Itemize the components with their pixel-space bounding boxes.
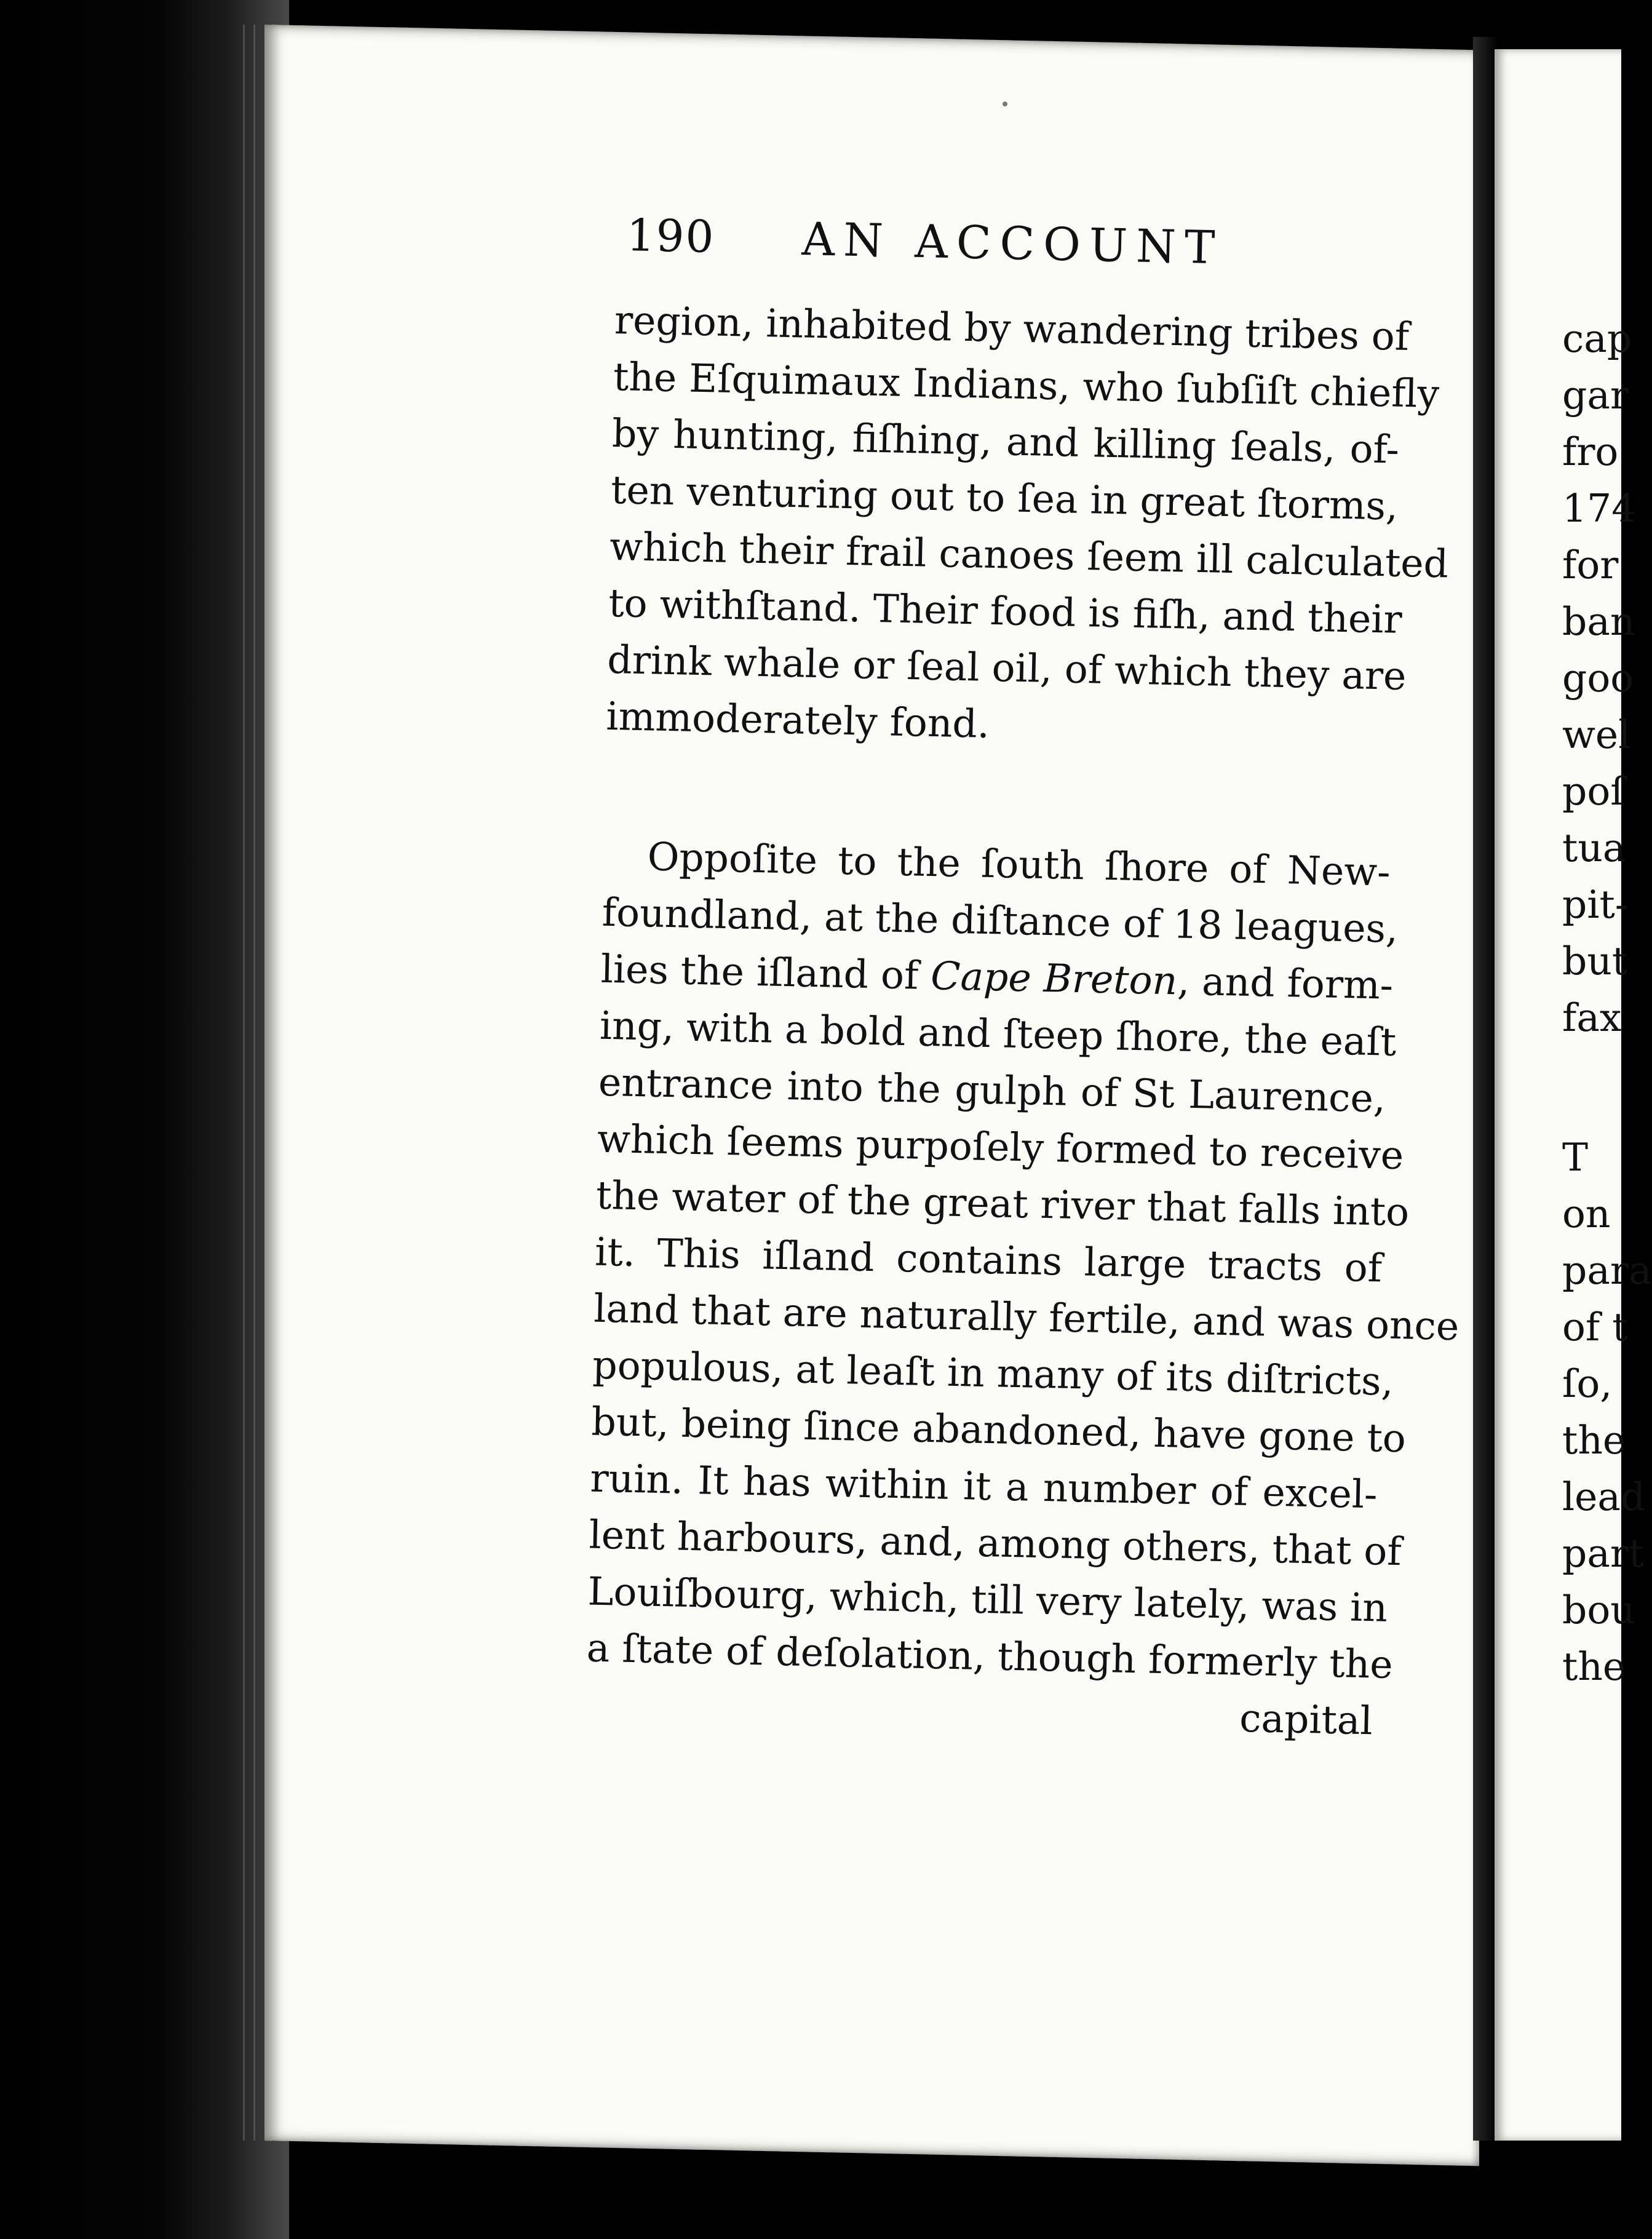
fragment: the (1562, 1644, 1626, 1689)
fragment: pit- (1562, 882, 1629, 927)
paragraph-gap (604, 745, 1393, 845)
text-line: populous, at leaſt in many of its diſtricts, (592, 1342, 1394, 1404)
text-line: lent harbours, and, among others, that of (588, 1512, 1402, 1575)
text-line: drink whale or ſeal oil, of which they are (606, 637, 1407, 699)
page-number: 190 (626, 209, 716, 263)
text-line: the Eſquimaux Indians, who ſubſiſt chiefly (613, 354, 1440, 417)
fragment: wel (1562, 712, 1631, 757)
fragment: T (1562, 1135, 1589, 1180)
page-fold-shadow (1473, 37, 1498, 2141)
text-line: immoderately fond. (605, 693, 990, 747)
body-text (585, 292, 1459, 1749)
fragment: poſ (1562, 769, 1625, 814)
text-line: entrance into the gulph of St Laurence, (598, 1059, 1386, 1121)
paragraph (586, 828, 1459, 1693)
fragment: on (1562, 1191, 1611, 1236)
text-line: ten venturing out to ſea in great ſtorms, (610, 467, 1399, 529)
fragment: goo (1562, 656, 1634, 701)
text-line: it. This iſland contains large tracts of (594, 1229, 1383, 1291)
page-edge-line (243, 25, 245, 2141)
text-line: Oppoſite to the ſouth ſhore of New- (647, 834, 1391, 895)
text-line: ruin. It has within it a number of excel- (589, 1455, 1378, 1517)
fragment: gar (1562, 373, 1629, 418)
page-edge-line (253, 25, 255, 2141)
text-line: the water of the great river that falls into (595, 1172, 1410, 1235)
fragment: ban (1562, 599, 1635, 644)
text-line: a ſtate of deſolation, though formerly the (586, 1625, 1394, 1687)
place-name-italic: Cape Breton (930, 953, 1178, 1004)
fragment: but (1562, 939, 1628, 984)
fragment-gap (1562, 1046, 1621, 1129)
text-run: , and form- (1177, 958, 1394, 1008)
fragment: lead (1562, 1474, 1646, 1519)
fragment: ſo, (1562, 1361, 1613, 1406)
running-head: AN ACCOUNT (801, 212, 1225, 275)
text-line: ing, with a bold and ſteep ſhore, the eaſt (599, 1003, 1397, 1065)
fragment: of t (1562, 1305, 1628, 1350)
text-line: Louiſbourg, which, till very lately, was in (587, 1569, 1388, 1631)
fragment: part (1562, 1531, 1645, 1576)
text-line: by hunting, fiſhing, and killing ſeals, of- (611, 410, 1400, 472)
text-run: lies the iſland of (600, 946, 932, 998)
text-line: region, inhabited by wandering tribes of (614, 297, 1410, 360)
fragment: the (1562, 1418, 1626, 1463)
fragment: fax (1562, 995, 1622, 1040)
facing-page-text (1562, 311, 1652, 1695)
fragment: para (1562, 1248, 1652, 1293)
text-line: which ſeems purpoſely formed to receive (597, 1116, 1404, 1179)
text-line: foundland, at the diſtance of 18 leagues, (602, 889, 1399, 952)
text-line: to withſtand. Their food is fiſh, and their (608, 580, 1403, 642)
paper-speck (1003, 101, 1007, 106)
book-gutter (0, 0, 289, 2239)
fragment: fro (1562, 429, 1619, 474)
fragment: cap (1562, 316, 1632, 361)
text-line: which their frail canoes ſeem ill calculated (609, 523, 1449, 587)
text-line: but, being ſince abandoned, have gone to (590, 1399, 1407, 1462)
fragment: bou (1562, 1588, 1635, 1633)
fragment: for (1562, 543, 1619, 587)
text-line: land that are naturally fertile, and was once (593, 1286, 1459, 1350)
fragment: tua (1562, 825, 1626, 870)
paragraph (605, 292, 1449, 762)
fragment: 174 (1562, 486, 1637, 531)
page-header (625, 203, 1248, 290)
catchword: capital (1239, 1695, 1373, 1744)
